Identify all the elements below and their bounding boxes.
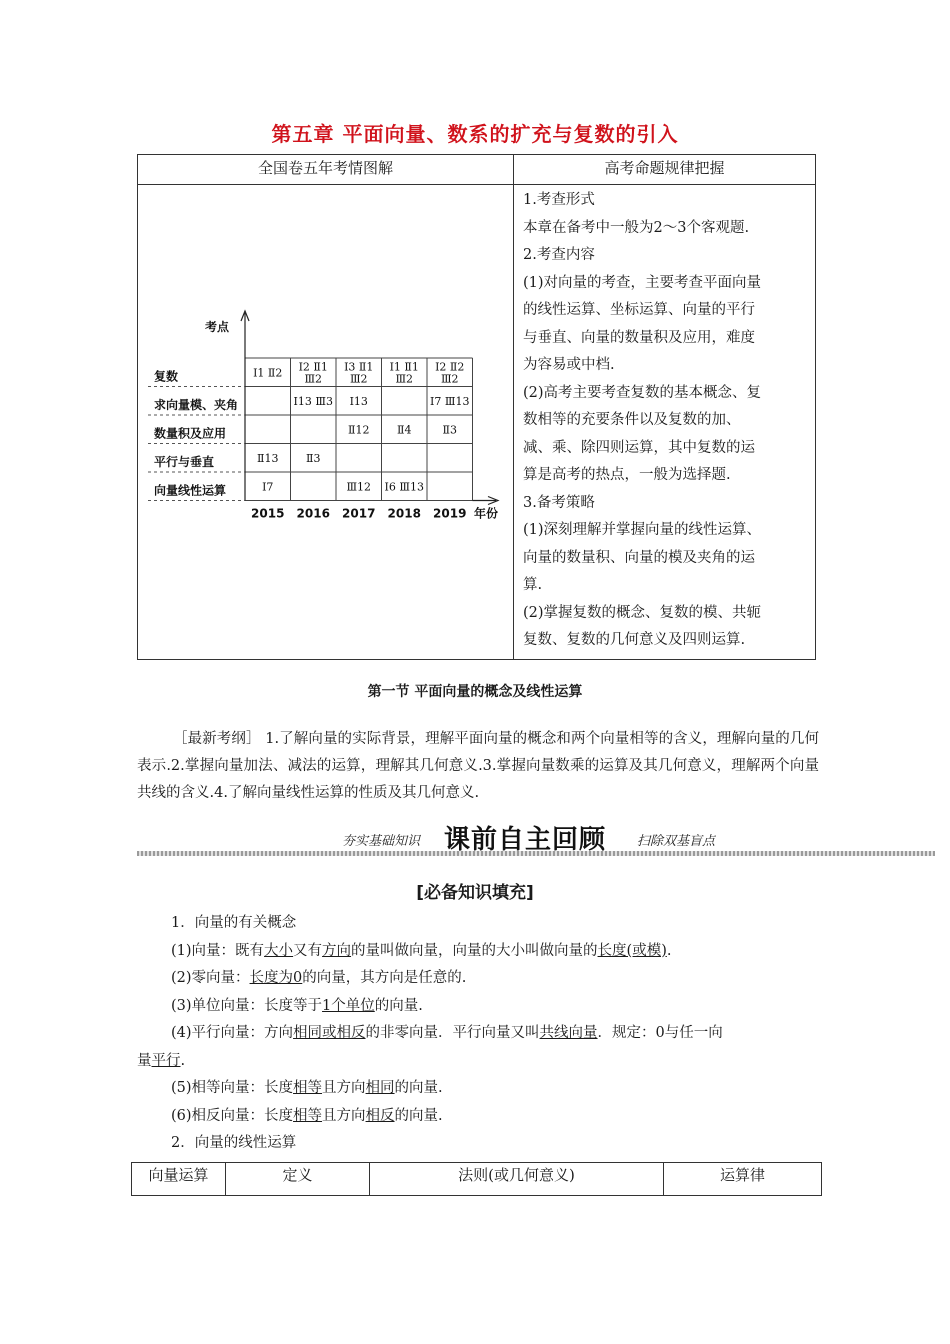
banner-title: 课前自主回顾 [444, 825, 607, 855]
rules-cell [514, 185, 816, 660]
exam-cell-label: Ⅰ1 Ⅱ1 [389, 360, 419, 374]
ops-header-definition: 定义 [226, 1163, 370, 1196]
blank-answer: 相反 [365, 1107, 395, 1124]
exam-cell-label: Ⅰ1 Ⅱ2 [253, 366, 283, 380]
concept-zero-vector: (2)零向量：长度为0的向量，其方向是任意的. [171, 970, 467, 986]
concept-equal-vector: (5)相等向量：长度相等且方向相同的向量. [171, 1080, 443, 1096]
banner-left-text: 夯实基础知识 [342, 834, 421, 849]
knowledge-content [137, 910, 819, 1158]
rules-line: 数相等的充要条件以及复数的加、 [523, 412, 741, 428]
chapter-title: 第五章 平面向量、数系的扩充与复数的引入 [271, 122, 679, 146]
rules-line: 本章在备考中一般为2～3个客观题. [523, 219, 750, 236]
exam-cell-label: Ⅲ2 [349, 372, 368, 386]
heading-concepts: 1．向量的有关概念 [171, 915, 297, 931]
exam-cell-label: Ⅰ13 [349, 394, 368, 408]
ops-header-law: 运算律 [664, 1163, 822, 1196]
topic-label: 复数 [154, 369, 179, 384]
rules-line: (2)掌握复数的概念、复数的模、共轭 [523, 604, 762, 621]
rules-line: 算是高考的热点，一般为选择题. [523, 467, 731, 483]
section-title: 第一节 平面向量的概念及线性运算 [367, 684, 583, 700]
blank-answer: 相同或相反 [293, 1025, 366, 1041]
blank-answer: 相等 [293, 1107, 323, 1124]
blank-answer: 1个单位 [322, 997, 375, 1014]
exam-cell-label: Ⅱ3 [306, 451, 321, 465]
heading-linear-operations: 2．向量的线性运算 [171, 1135, 297, 1151]
section-banner [137, 818, 935, 862]
rules-line: 3.备考策略 [523, 494, 595, 511]
rules-line: 1.考查形式 [523, 192, 595, 208]
concept-vector: (1)向量：既有大小又有方向的量叫做向量，向量的大小叫做向量的长度(或模). [171, 942, 672, 959]
rules-line: 的线性运算、坐标运算、向量的平行 [523, 302, 755, 318]
ops-header-rule: 法则(或几何意义) [370, 1163, 664, 1196]
topic-label: 平行与垂直 [154, 455, 215, 469]
rules-line: 与垂直、向量的数量积及应用，难度 [523, 329, 755, 346]
blank-answer: 共线向量 [539, 1025, 598, 1041]
exam-cell-label: Ⅱ12 [348, 423, 370, 437]
concept-unit-vector: (3)单位向量：长度等于1个单位的向量. [171, 997, 423, 1014]
rules-line: 2.考查内容 [523, 247, 595, 263]
exam-cell-label: Ⅱ4 [397, 423, 412, 437]
exam-cell-label: Ⅰ7 Ⅲ13 [430, 394, 470, 408]
banner-right-text: 扫除双基盲点 [637, 834, 716, 849]
topic-label: 向量线性运算 [154, 483, 227, 498]
concept-parallel-vector: (4)平行向量：方向相同或相反的非零向量．平行向量又叫共线向量．规定：0与任一向 [171, 1025, 723, 1041]
exam-cell-label: Ⅰ3 Ⅱ1 [344, 360, 374, 374]
ops-header-operation: 向量运算 [132, 1163, 226, 1196]
blank-answer: 方向 [322, 942, 352, 959]
exam-cell-label: Ⅲ12 [346, 480, 372, 494]
exam-cell-label: Ⅱ3 [442, 423, 457, 437]
topic-label: 数量积及应用 [154, 426, 227, 441]
syllabus-paragraph: ［最新考纲］ 1.了解向量的实际背景，理解平面向量的概念和两个向量相等的含义，理解向量的几何表示.2.掌握向量加法、减法的运算，理解其几何意义.3.掌握向量数乘的运算及其几何意义，理解两个向量共线的含义.4.了解向量线性运算的性质及其几何意义. [137, 731, 819, 801]
exam-frequency-chart [138, 185, 514, 659]
blank-answer: 长度(或模) [597, 942, 667, 959]
exam-cell-label: Ⅲ2 [304, 372, 323, 386]
year-label: 2015 [251, 506, 285, 521]
blank-answer: 相等 [293, 1080, 323, 1096]
topic-label: 求向量模、夹角 [154, 398, 239, 412]
exam-cell-label: Ⅰ13 Ⅲ3 [293, 394, 333, 408]
rules-line: (1)深刻理解并掌握向量的线性运算、 [523, 522, 762, 538]
overview-right-header: 高考命题规律把握 [514, 155, 816, 185]
concept-opposite-vector: (6)相反向量：长度相等且方向相反的向量. [171, 1107, 443, 1124]
y-axis-label: 考点 [204, 320, 230, 334]
rules-line: 减、乘、除四则运算，其中复数的运 [523, 439, 755, 456]
exam-cell-label: Ⅰ2 Ⅱ2 [435, 360, 465, 374]
exam-cell-label: Ⅲ2 [395, 372, 414, 386]
year-label: 2018 [387, 506, 421, 521]
overview-left-header: 全国卷五年考情图解 [138, 155, 514, 185]
exam-cell-label: Ⅰ7 [262, 480, 274, 494]
rules-line: 为容易或中档. [523, 357, 615, 373]
rules-line: (1)对向量的考查，主要考查平面向量 [523, 274, 762, 291]
knowledge-box-title: [必备知识填充] [416, 883, 534, 903]
blank-answer: 大小 [264, 942, 294, 959]
exam-cell-label: Ⅰ6 Ⅲ13 [384, 480, 424, 494]
linear-operations-table [131, 1162, 822, 1196]
x-axis-label: 年份 [473, 506, 499, 521]
exam-cell-label: Ⅰ2 Ⅱ1 [298, 360, 328, 374]
rules-line: 向量的数量积、向量的模及夹角的运 [523, 549, 755, 566]
rules-line: 算. [523, 577, 543, 593]
exam-cell-label: Ⅲ2 [440, 372, 459, 386]
year-label: 2019 [433, 506, 467, 521]
concept-parallel-vector-cont: 量平行. [137, 1052, 186, 1069]
blank-answer: 相同 [365, 1080, 395, 1096]
exam-chart-cell [138, 185, 514, 660]
overview-table [137, 154, 816, 660]
exam-cell-label: Ⅱ13 [257, 451, 279, 465]
rules-line: (2)高考主要考查复数的基本概念、复 [523, 384, 762, 401]
blank-answer: 平行 [151, 1052, 181, 1069]
year-label: 2016 [296, 506, 330, 521]
year-label: 2017 [342, 506, 376, 521]
rules-line: 复数、复数的几何意义及四则运算. [523, 632, 746, 648]
blank-answer: 长度为0 [249, 970, 303, 986]
